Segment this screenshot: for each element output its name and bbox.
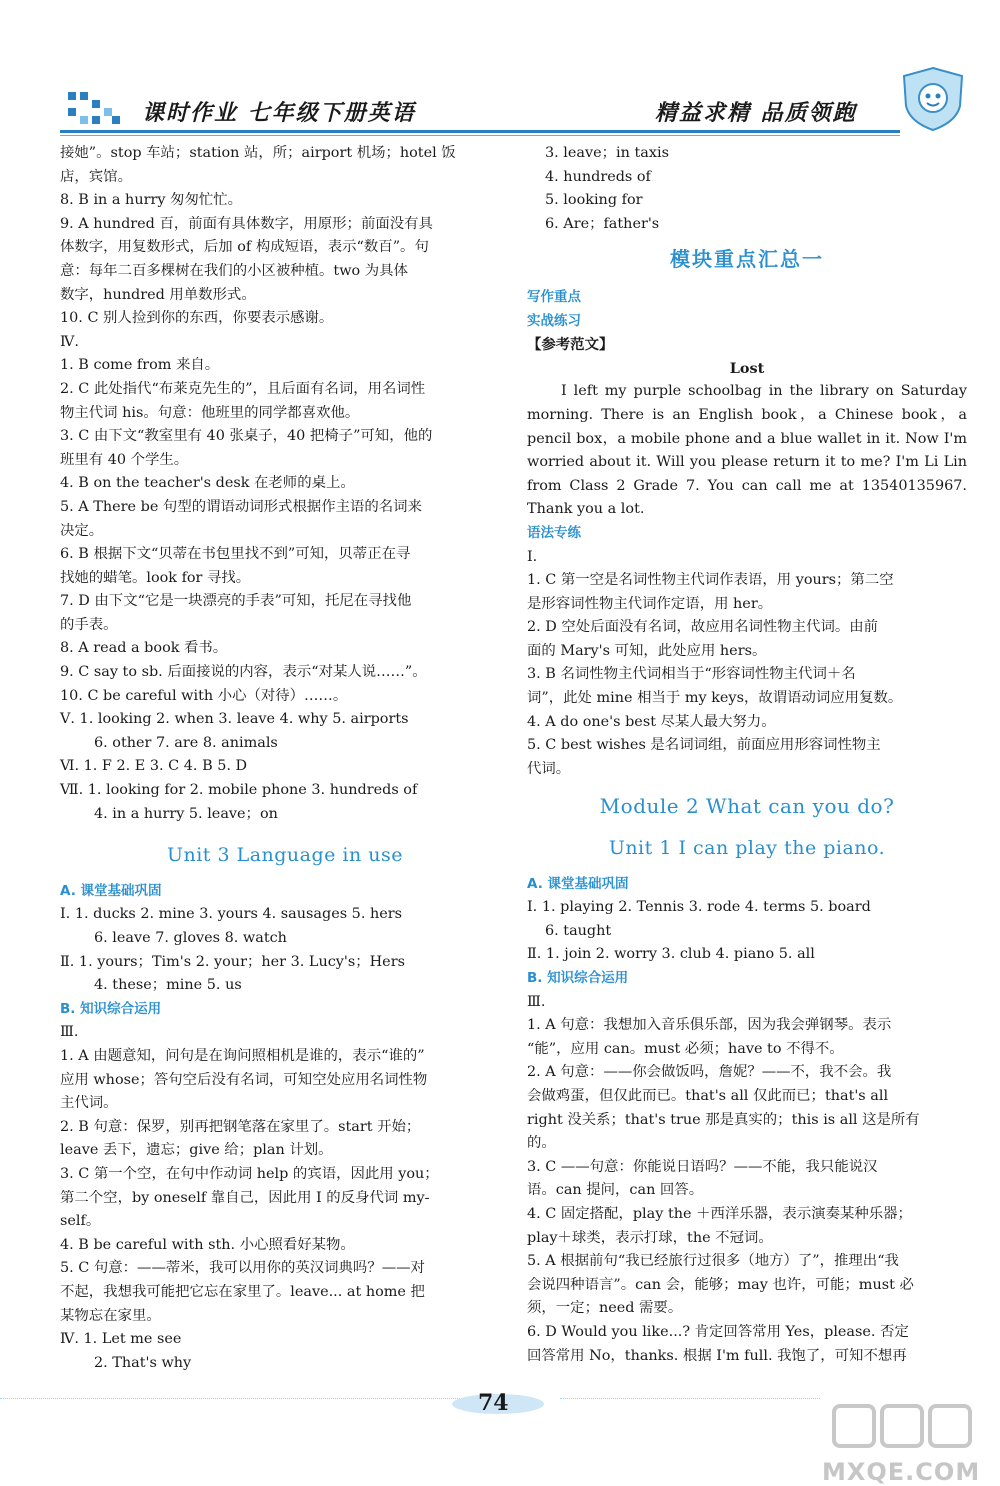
answer-line: leave 丢下，遗忘；give 给；plan 计划。 <box>60 1142 333 1159</box>
answer-line: 4. these；mine 5. us <box>94 977 242 994</box>
answer-line: 8. B in a hurry 匆匆忙忙。 <box>60 192 243 209</box>
answer-line: self。 <box>60 1213 101 1230</box>
answer-line: 3. C 第一个空，在句中作动词 help 的宾语，因此用 you； <box>60 1165 439 1182</box>
section-heading: 写作重点 <box>527 288 581 305</box>
unit-heading: Unit 3 Language in use <box>166 844 404 867</box>
answer-line: play＋球类，表示打球，the 不冠词。 <box>527 1229 773 1246</box>
answer-line: 6. D Would you like...? 肯定回答常用 Yes，please. 否定 <box>527 1323 909 1340</box>
answer-line: 须，一定；need 需要。 <box>527 1300 683 1317</box>
answer-line: 2. That's why <box>94 1354 192 1371</box>
answer-line: Ⅰ. 1. playing 2. Tennis 3. rode 4. terms 5. board <box>527 899 871 916</box>
header-left-title: 课时作业 七年级下册英语 <box>142 100 416 126</box>
answer-line: 找她的蜡笔。look for 寻找。 <box>60 569 251 586</box>
answer-line: 3. C ——句意：你能说日语吗？——不能，我只能说汉 <box>527 1158 878 1175</box>
page-header <box>60 78 960 138</box>
footer-rule-left <box>0 1398 470 1400</box>
answer-line: 1. C 第一空是名词性物主代词作表语，用 yours；第二空 <box>527 572 894 589</box>
section-numeral: Ⅲ. <box>60 1024 79 1041</box>
answer-line: 3. leave；in taxis <box>545 145 669 161</box>
answer-line: 6. other 7. are 8. animals <box>94 734 278 751</box>
answer-line: 7. D 由下文“它是一块漂亮的手表”可知，托尼在寻找他 <box>60 593 412 610</box>
answer-line: 数字，hundred 用单数形式。 <box>60 286 256 303</box>
answer-line: 6. taught <box>545 922 612 939</box>
answer-line: 物主代词 his。句意：他班里的同学都喜欢他。 <box>60 404 360 421</box>
unit-heading: Unit 1 I can play the piano. <box>608 837 886 860</box>
answer-line: 面的 Mary's 可知，此处应用 hers。 <box>527 642 767 659</box>
left-column <box>60 142 510 1375</box>
answer-line: 词”，此处 mine 相当于 my keys，故谓语动词应用复数。 <box>527 690 903 707</box>
answer-line: Ⅶ. 1. looking for 2. mobile phone 3. hundreds of <box>60 782 418 799</box>
answer-line: 决定。 <box>60 522 104 539</box>
header-right-title: 精益求精 品质领跑 <box>655 100 857 126</box>
essay-body: I left my purple schoolbag in the library on Saturday morning. There is an English book，a Chinese book，a pencil box，a mobile phone and a blue wallet in it. Now I'm worried about it. Will you please return it to me? I'm Li Lin from Class 2 Grade 7. You can call me at 13540135967. Thank you a lot. <box>527 383 967 518</box>
answer-line: 班里有 40 个学生。 <box>60 451 189 468</box>
summary-title: 模块重点汇总一 <box>670 247 824 272</box>
answer-line: 不起，我想我可能把它忘在家里了。leave... at home 把 <box>60 1283 425 1300</box>
answer-line: 接她”。stop 车站；station 站，所；airport 机场；hotel 饭 <box>60 145 456 161</box>
answer-line: “能”，应用 can。must 必须；have to 不得不。 <box>527 1040 844 1057</box>
answer-line: Ⅰ. 1. ducks 2. mine 3. yours 4. sausages 5. hers <box>60 906 403 923</box>
answer-line: 会做鸡蛋，但仅此而已。that's all 仅此而已；that's all <box>527 1087 889 1104</box>
answer-line: 会说四种语言”。can 会，能够；may 也许，可能；must 必 <box>527 1276 914 1293</box>
answer-line: 2. A 句意：——你会做饭吗，詹妮？——不，我不会。我 <box>527 1064 892 1081</box>
emblem-icon <box>898 66 968 132</box>
answer-line: 代词。 <box>527 760 571 777</box>
header-decoration <box>68 92 122 126</box>
watermark-text: MXQE.COM <box>822 1458 981 1486</box>
section-numeral: Ⅲ. <box>527 993 546 1010</box>
answer-line: 语。can 提问，can 回答。 <box>527 1182 704 1199</box>
answer-line: 是形容词性物主代词作定语，用 her。 <box>527 595 773 612</box>
answer-line: 5. looking for <box>545 192 643 209</box>
answer-line: 4. B be careful with sth. 小心照看好某物。 <box>60 1236 355 1253</box>
sample-label: 【参考范文】 <box>527 336 614 354</box>
answer-line: 3. C 由下文“教室里有 40 张桌子，40 把椅子”可知，他的 <box>60 428 433 445</box>
section-heading: B. 知识综合运用 <box>527 970 629 986</box>
answer-line: Ⅱ. 1. yours；Tim's 2. your；her 3. Lucy's；Hers <box>60 953 405 970</box>
answer-line: Ⅳ. 1. Let me see <box>60 1331 182 1348</box>
answer-line: 4. B on the teacher's desk 在老师的桌上。 <box>60 475 355 492</box>
page-number: 74 <box>478 1390 509 1416</box>
section-heading: A. 课堂基础巩固 <box>60 882 162 899</box>
essay-title: Lost <box>729 359 765 377</box>
answer-line: 应用 whose；答句空后没有名词，可知空处应用名词性物 <box>60 1071 428 1088</box>
answer-line: 店，宾馆。 <box>60 168 132 185</box>
answer-line: 4. C 固定搭配，play the ＋西洋乐器，表示演奏某种乐器； <box>527 1205 912 1222</box>
answer-line: 6. Are；father's <box>545 215 660 232</box>
answer-line: 5. A 根据前句“我已经旅行过很多（地方）了”，推理出“我 <box>527 1253 899 1270</box>
answer-line: 意：每年二百多棵树在我们的小区被种植。two 为具体 <box>60 262 408 279</box>
answer-line: 1. A 句意：我想加入音乐俱乐部，因为我会弹钢琴。表示 <box>527 1017 892 1034</box>
answer-line: 4. A do one's best 尽某人最大努力。 <box>527 713 776 730</box>
answer-line: Ⅵ. 1. F 2. E 3. C 4. B 5. D <box>60 758 248 775</box>
answer-line: 2. C 此处指代“布莱克先生的”，且后面有名词，用名词性 <box>60 380 426 397</box>
answer-line: 5. C 句意：——蒂米，我可以用你的英汉词典吗？——对 <box>60 1260 425 1277</box>
answer-line: 6. leave 7. gloves 8. watch <box>94 930 287 946</box>
module-heading: Module 2 What can you do? <box>599 794 895 819</box>
answer-line: 回答常用 No，thanks. 根据 I'm full. 我饱了，可知不想再 <box>527 1347 907 1364</box>
section-numeral: Ⅳ. <box>60 333 79 350</box>
answer-line: 9. C say to sb. 后面接说的内容，表示“对某人说……”。 <box>60 664 427 681</box>
answer-line: 10. C 别人捡到你的东西，你要表示感谢。 <box>60 310 334 327</box>
answer-line: 1. B come from 来自。 <box>60 357 220 374</box>
answer-line: 8. A read a book 看书。 <box>60 640 228 657</box>
section-heading: B. 知识综合运用 <box>60 1000 162 1017</box>
right-column <box>527 142 967 1368</box>
answer-line: 某物忘在家里。 <box>60 1307 161 1324</box>
answer-line: 6. B 根据下文“贝蒂在书包里找不到”可知，贝蒂正在寻 <box>60 546 411 563</box>
answer-line: 5. C best wishes 是名词词组，前面应用形容词性物主 <box>527 737 881 754</box>
section-numeral: Ⅰ. <box>527 548 538 565</box>
answer-line: 5. A There be 句型的谓语动词形式根据作主语的名词来 <box>60 498 422 515</box>
answer-line: 3. B 名词性物主代词相当于“形容词性物主代词＋名 <box>527 666 856 683</box>
answer-line: 2. B 句意：保罗，别再把钢笔落在家里了。start 开始； <box>60 1118 421 1135</box>
answer-line: right 没关系；that's true 那是真实的；this is all 这是所有 <box>527 1111 920 1128</box>
answer-line: 的手表。 <box>60 616 118 633</box>
section-heading: 语法专练 <box>527 524 581 541</box>
answer-line: 第二个空，by oneself 靠自己，因此用 I 的反身代词 my- <box>60 1189 430 1206</box>
answer-line: 10. C be careful with 小心（对待）……。 <box>60 687 348 704</box>
header-rule <box>60 130 900 133</box>
answer-line: 4. hundreds of <box>545 168 651 185</box>
answer-line: 主代词。 <box>60 1095 118 1112</box>
answer-line: 9. A hundred 百，前面有具体数字，用原形；前面没有具 <box>60 215 433 232</box>
answer-line: Ⅱ. 1. join 2. worry 3. club 4. piano 5. all <box>527 946 815 963</box>
section-heading: 实战练习 <box>527 312 581 329</box>
header-rule-thin <box>60 135 900 136</box>
answer-line: 2. D 空处后面没有名词，故应用名词性物主代词。由前 <box>527 619 879 636</box>
answer-line: 1. A 由题意知，问句是在询问照相机是谁的，表示“谁的” <box>60 1047 425 1064</box>
footer-rule-right <box>560 1398 820 1400</box>
answer-line: 4. in a hurry 5. leave；on <box>94 805 278 822</box>
answer-line: 的。 <box>527 1135 556 1152</box>
answer-line: 体数字，用复数形式，后加 of 构成短语，表示“数百”。句 <box>60 239 429 256</box>
answer-line: Ⅴ. 1. looking 2. when 3. leave 4. why 5. airports <box>60 711 409 728</box>
section-heading: A. 课堂基础巩固 <box>527 875 629 892</box>
